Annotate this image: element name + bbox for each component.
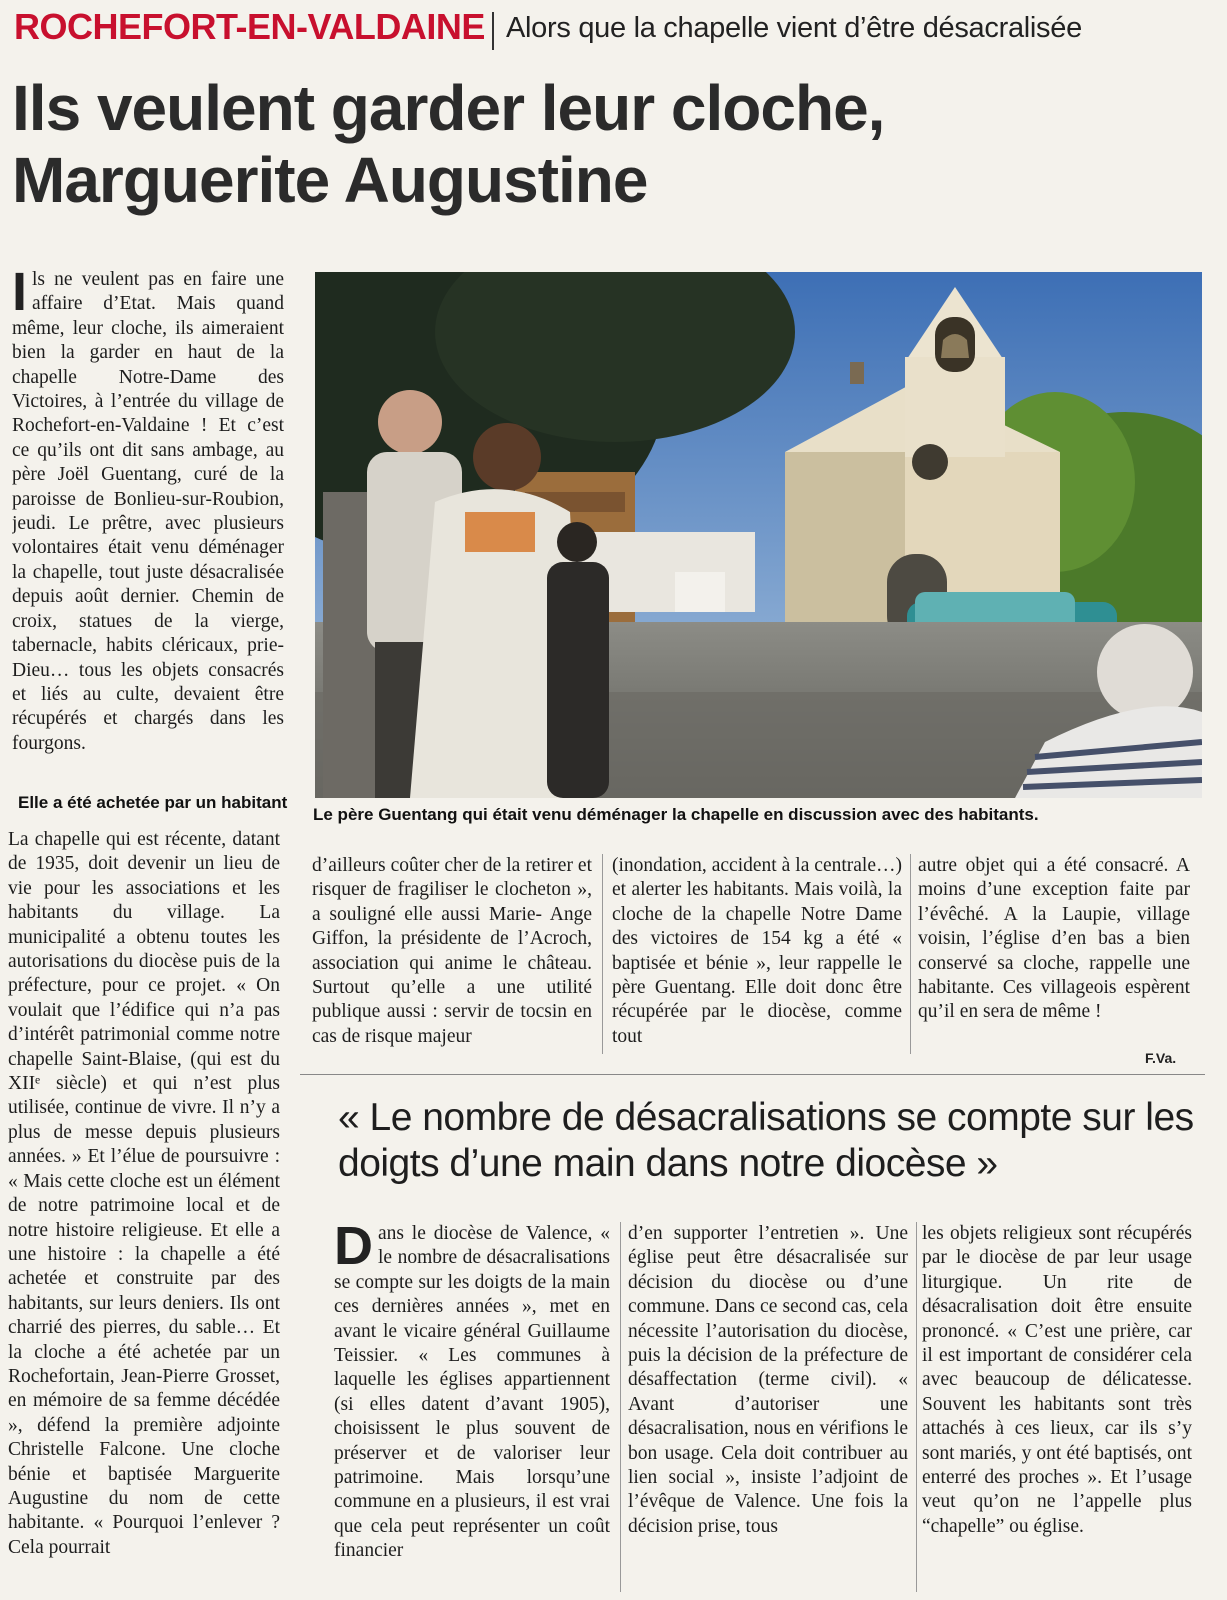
article-column-4: autre objet qui a été consacré. A moins d’une exception faite par l’évêché. A la Laupie, village voisin, l’église d’en bas a bien conservé sa cloche, rappelle une habitante. Ces villageois espèrent qu’il en sera de même ! [918, 855, 1190, 1023]
kicker-divider [492, 12, 494, 50]
section-divider [300, 1074, 1205, 1075]
sidebar-column-2: d’en supporter l’entretien ». Une église peut être désacralisée sur décision du diocèse ou d’une commune. Dans ce second cas, cela nécessite l’autorisation du diocèse, puis la décision de la préfecture de désaffectation (terme civil). « Avant d’autoriser une désacralisation, nous en vérifions le bon usage. Cela doit contribuer au lien social », insiste l’adjoint de l’évêque de Valence. Une fois la décision prise, tous [628, 1223, 908, 1537]
sidebar-column-1 [334, 1222, 610, 1592]
article-signature: F.Va. [1145, 1050, 1177, 1066]
article-photo [315, 272, 1202, 798]
pull-quote: « Le nombre de désacralisations se compte sur les doigts d’une main dans notre diocèse » [338, 1096, 1194, 1185]
column-rule [910, 854, 911, 1054]
article-subhead: Elle a été achetée par un habitant [18, 793, 288, 812]
section-place: ROCHEFORT-EN-VALDAINE [14, 6, 485, 47]
photo-illustration [315, 272, 1202, 798]
article-column-1: La chapelle qui est récente, datant de 1935, doit devenir un lieu de vie pour les associations et les habitants du village. La municipalité a obtenu toutes les autorisations du diocèse puis de la préfecture, pour ce projet. « On voulait que l’édifice qui n’a pas d’intérêt patrimonial comme notre chapelle Saint-Blaise, (qui est du XIIᵉ siècle) et qui n’est plus utilisée, continue de vivre. Il n’y a plus de messe depuis plusieurs années. » Et l’élue de poursuivre : « Mais cette cloche est un élément de notre patrimoine local et de notre histoire religieuse. Et elle a une histoire : la chapelle a été achetée et construite par des habitants, sur leurs deniers. Ils ont charrié des pierres, du sable… Et la cloche a été achetée par un Rochefortain, Jean-Pierre Grosset, en mémoire de sa femme décédée », défend la première adjointe Christelle Falcone. Une cloche bénie et baptisée Marguerite Augustine du nom de cette habitante. « Pourquoi l’enlever ? Cela pourrait [8, 829, 280, 1558]
intro-text: ls ne veulent pas en faire une affaire d’Etat. Mais quand même, leur cloche, ils aimeraient bien la garder en haut de la chapelle Notre-Dame des Victoires, à l’entrée du village de Rochefort-en-Valdaine ! Et c’est ce qu’ils ont dit sans ambage, au père Joël Guentang, curé de la paroisse de Bonlieu-sur-Roubion, jeudi. Le prêtre, avec plusieurs volontaires était venu déménager la chapelle, tout juste désacralisée depuis août dernier. Chemin de croix, statues de la vierge, tabernacle, habits cléricaux, prie-Dieu… tous les objets consacrés et liés au culte, devaient être récupérés et chargés dans les fourgons. [12, 269, 284, 754]
intro-dropcap: I [12, 268, 28, 322]
kicker-subtitle: Alors que la chapelle vient d’être désacralisée [506, 12, 1082, 44]
column-rule [620, 1222, 621, 1592]
article-intro [12, 268, 284, 763]
sidebar-column-1-text: ans le diocèse de Valence, « le nombre de désacralisations se compte sur les doigts de la main ces dernières années », met en avant le vicaire général Guillaume Teissier. « Les communes à laquelle les églises appartiennent (si elles datent d’avant 1905), choisissent le plus souvent de préserver et de valoriser leur patrimoine. Mais lorsqu’une commune en a plusieurs, il est vrai que cela peut représenter un coût financier [334, 1223, 610, 1562]
article-column-3: (inondation, accident à la centrale…) et alerter les habitants. Mais voilà, la cloche de la chapelle Notre Dame des victoires de 154 kg a été « baptisée et bénie », leur rappelle le père Guentang. Elle doit donc être récupérée par le diocèse, comme tout [612, 855, 902, 1047]
column-rule [916, 1222, 917, 1592]
headline [12, 72, 1192, 216]
photo-caption: Le père Guentang qui était venu déménager la chapelle en discussion avec des habitants. [313, 805, 1039, 824]
sidebar-dropcap: D [334, 1222, 373, 1276]
column-rule [602, 854, 603, 1054]
headline-line-2: Marguerite Augustine [12, 144, 648, 216]
sidebar-column-3: les objets religieux sont récupérés par le diocèse de par leur usage liturgique. Un rite de désacralisation doit être ensuite prononcé. « C’est une prière, car il est important de considérer cela avec beaucoup de délicatesse. Souvent les habitants sont très attachés à ces lieux, car ils s’y sont mariés, y ont été baptisés, ont enterré des proches ». Et l’usage veut qu’on ne l’appelle plus “chapelle” ou église. [922, 1223, 1192, 1537]
article-column-2: d’ailleurs coûter cher de la retirer et risquer de fragiliser le clocheton », a souligné elle aussi Marie- Ange Giffon, la présidente de l’Acroch, association qui anime le château. Surtout qu’elle a une utilité publique aussi : servir de tocsin en cas de risque majeur [312, 855, 592, 1047]
headline-line-1: Ils veulent garder leur cloche, [12, 72, 885, 144]
